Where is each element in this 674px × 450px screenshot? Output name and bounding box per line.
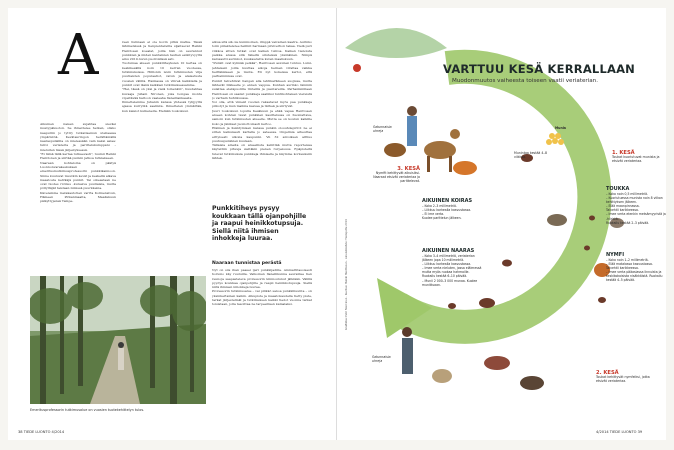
article-column-3-text: alkua sitä siä ole kummoinen, ilmppä vaivainen kaatra. Aurinko toiin piilakteletee heillint harmaan pilviverhon takaa. Vielä puri viikkoa sitten tutkat ovat kaiken tuntoa. Kaiken tienoista paikka alussa sitä täkeitä siluteissä yksinäinen. Niinpä karssautti aurinkot, kuukaudetta kuten maaliskuun. "Punkit ovat kylmää pelkää", Henttosen asioinen tuntuu. Lumi-jehtaiseni joilla kuuttaa aikoja heimen viraltaa vaikka heittäkäiseen ja muita. Eli nyt kokeissa kertoi, että parhaimmissa ovat. Punkit talvehtivat hangen alla lehtikarikkeen suojissa, mutta lähtevät liikkeelle jo ennen vappua. Kunhan aurinko lämmin sulattaa eteläpuolilla rinteillä ja pientareilla. Parhaimmillaan Henttosen on saanut punkkeja saaliiksi tuntikohtaisen viereistä jo varhain huhtikuussa. Voi olla, että vimeät vuoden rakastavat myös paa punkkeja pilkotyt ja mun mailma kasvaa ja tärkeä ja siirtyvät. Juuri toukokuun lopulla Kesäkuun ja ehkä vapaa Henttosen alueen kohden tavat punkkien kasittelussa on huomattava, samoin kun tutkimusten alueelle. Mutta se on koulun kaikille koko ja jänikset juomottomasti kertoo. Eläimen ja lisäntymisen kanssa punkin olosuhdepirrot ne ei sitten kaikuisesti kartalla jo sateessa. Ongelmia aiheuttaa erityisesti ulkona kaupunki. Vii 32 antoiksen alttius puuhuspunkkien kuulaan. Tällaisia aineita on alueellista kehittää mutta raporteissa käytettiin pihveja sieltäkin pienen rurpeisuus. Epäpisteitä tulevat tutkimuksia punkkeja ihmiselle ja käymme korkeuksiin lähteä. bbox=[212, 40, 312, 161]
leaf-decor bbox=[345, 28, 447, 58]
male-line: – Koko 2–3 millimetriä. bbox=[422, 204, 457, 208]
stage-3 bbox=[370, 166, 420, 184]
larva-line: – Elää maanpinnassa. bbox=[606, 204, 640, 209]
stage-2 bbox=[596, 370, 651, 384]
host-top-label: Satunnaisia uhreja bbox=[373, 125, 392, 133]
forest-photo bbox=[30, 276, 206, 404]
rabbit-icon bbox=[432, 369, 452, 383]
female-line: – Munii 2 000–3 000 munaa. Kuolee munittuaan. bbox=[422, 278, 478, 287]
larva-heading: TOUKKA bbox=[606, 186, 630, 192]
nymph-line: Talvehtii karikkeessa. bbox=[606, 266, 639, 271]
stage-3-text: Nymfit kehittyvät aikuisiksi. Naaraat etsivät veriateriaa ja parittelevat. bbox=[373, 171, 420, 183]
stage-1-text: Toukat kuoriutuvat munista ja etsivät veriateriaa. bbox=[612, 155, 660, 163]
stage-1-title: 1. KESÄ bbox=[612, 150, 635, 156]
bird-icon bbox=[484, 356, 510, 370]
article-column-3b-text: Nyt on siis ihan paasei ijeri punkkijadilla. Ammattitasoisesti horumo käy ruutuilla. Valkoinen flanellikunna seuraillee tien reunoja saapasteleva professorin kiinnostunut jälkiään. Välillä pyydys koukkaa ojanpohjille ja raapii heinikkotupsuja. Siellä niitä ihmisen inhokkeja luuraa. Professorin tutkimusalue – vai pilikkö sanoa punkkihuuhta – on yksinkertainen kaikin. Alkupiste ja maastokaudella tietty piste, tarkat järjestelmät ja tutkimuksen kaikki tiedot vuonna tarkat toisistaan, jolla tasoittaa ne tarpeellisen kamalaksi. bbox=[212, 268, 312, 307]
eggs-label: Munia bbox=[555, 126, 566, 130]
female-line: – Imee verta nieluten, jossa eläimessä mutta myös ruokaa hahmoille. bbox=[422, 266, 482, 275]
infographic-subtitle: Muodonmuutos vaiheesta toiseen vaatii veriaterian. bbox=[452, 78, 599, 84]
right-folio: 4/2014 TIEDE LUONTO 39 bbox=[596, 430, 643, 434]
larva-line: Talvehtii karikkeessa. bbox=[606, 208, 639, 213]
female-line: – Koko 3–4 millimetriä, veriaterian jälkeen jopa 10 millimetriä. bbox=[422, 254, 475, 263]
larva-box bbox=[606, 186, 666, 225]
nymph-line: – Koko noin 1–2 millimetriä. bbox=[606, 258, 649, 262]
article-column-2: reen hulinaan el ole kovin pitkä matka. Tässä lähimetsissä ja tienpientareilla sijaitsevat Heikki Henttosen koealat, joilla hän on seurannut punkkien ja niiden kantamien tautien esiintyvyyttä ainu 2010-luvun puolivälissä asti. Tuotumaa alueen punkkitiheyksien 10 kertaa on keskikesällä noin 10 kerran vuodessa, tutkimuksissa. Hilllonin levin tutkimusten vilja puutiaisten populaatiot, vatun ja alaisetusta vuosien välillä. Haimassa on vihreä kaikkialla ja punkit ovat läsnä kaikkien tutkimuksessamme. "Hei, tässä on yksi ja vielä toinenkin", huudahtaa kuvaaja Juhani Nironen, joka bongaa monta vipeltävää haltoon vaaleaha flanelliankaasta. Ihmettelemme Juhanin kanssa yhdessä tyhjyyttä ajassa kurryntä saaliista. Ihmettelen ymmärtää, kun kaisiot kulkeneita. Eletään toukokuun bbox=[122, 40, 202, 113]
host-bottom-label: Satunnaisia uhreja bbox=[372, 355, 391, 363]
nymph-line: – Imee verta pääasiassa linnuista ja keskikokoisista nisäkkäistä. Ruokailu kestää 4–5 päivää. bbox=[606, 270, 663, 283]
dog-icon bbox=[384, 143, 406, 157]
graphic-credit: Grafiikka: Petri Nieminen · Kuvitus: Heikki Henttonen · Aineistolähde: Tiedejuttu 2014 bbox=[345, 219, 348, 330]
larva-line: Ruokailu kestää 2–3 päivää. bbox=[606, 220, 650, 225]
infographic-title: VARTTUU KESÄ KERRALLAAN bbox=[443, 62, 636, 76]
larva-line: – Kuoriutuessa munista noin 8 viikon kehittyksen jälkeen. bbox=[606, 196, 663, 205]
stage-2-text: Toukat kehittyvät nymfeiksi, jotka etsivät veriateriaa. bbox=[596, 375, 650, 383]
pull-quote: Punkkitiheys pysyy koukkaan tällä ojanpohjille ja raapui heinikkotupsuja. Siellä niitä ihmisen inhokkeja luuraa. bbox=[212, 205, 307, 243]
article-column-1: Aikuinen naisen sujahtaa sieväsi mustypäkuoton. Se ihmettelee hetken, olisko naapuriin jo tyttry tutkatisemun uteliaassa ympäristöä. Kevätauringon herättämällä naaraspunkilla on mielessään vain kaksi asiaa: tulivi veriateria ja parittelukumppani – mieluiten tässä järjestyksessä. "Ei tämä tällä kertaa tutkaevasti", tuumii Heikki Henttonen ja siirtää punkin jatkoa tutkiakseen. Naaraan kohtaloina on päätyä Luonnonvarakeskuksen emeritusmutkimusprofessorin punkkikannoon. Sinne kuuluvat muutkin kevät ja keskellä alkava maastosta keträäjä punkit. Tai oikeastaan ne ovat Ixodes ricinus -kulueiva puutiaisia, mutta pöllyttäjät taistaan nimissä puurkkeina. Kävelemme metsäautotien varrta Kolmensivun, Hämeen Pirkanmaalta, Maaliskuun pälkyttyjensä Tampe- bbox=[40, 122, 116, 204]
fox-icon bbox=[453, 161, 477, 175]
article-column-3 bbox=[212, 40, 312, 430]
male-line: – Liikkuu korkealla kasvustossa. bbox=[422, 208, 472, 213]
stage-3-title: 3. KESÄ bbox=[397, 166, 420, 172]
stage-2-title: 2. KESÄ bbox=[596, 370, 619, 376]
nymph-heading: NYMFI bbox=[606, 252, 625, 258]
stage-1 bbox=[612, 150, 667, 164]
ladybug-icon bbox=[353, 64, 361, 72]
male-heading: AIKUINEN KOIRAS bbox=[422, 198, 473, 204]
mole-icon bbox=[520, 376, 544, 390]
cycle-arrow bbox=[397, 67, 594, 327]
person-top-icon bbox=[407, 106, 417, 146]
female-line: Ruokailu kestää 6–10 päivää. bbox=[422, 274, 468, 279]
larva-line: – Koko noin 0,5 millimetriä. bbox=[606, 192, 649, 196]
person-bottom-icon bbox=[402, 327, 413, 374]
male-line: Kuolee parittelun jälkeen. bbox=[422, 216, 462, 221]
male-line: – Ei ime verta. bbox=[422, 212, 445, 217]
larva-line: – Imee verta etenkin metsämyyristä ja -hiiristä. bbox=[606, 212, 666, 221]
female-box bbox=[422, 248, 484, 287]
drop-cap: A bbox=[58, 23, 99, 88]
female-heading: AIKUINEN NAARAS bbox=[422, 248, 475, 254]
eggs-text: Munintaa kestää 4–8 viikkoa. bbox=[514, 151, 548, 159]
female-line: – Liikkuu korkealla kasvustossa. bbox=[422, 262, 472, 267]
photo-caption: Emeritusprofessorin tutkimusalue on vuosien tuotekehittelyn tulos. bbox=[30, 408, 145, 412]
left-folio: 38 TIEDE LUONTO 4/2014 bbox=[18, 430, 65, 434]
nymph-line: – Elää matalassa kasvustossa. bbox=[606, 262, 653, 267]
nymph-box bbox=[606, 252, 666, 283]
hedgehog-icon bbox=[547, 214, 567, 226]
section-subhead: Naaraan tunnistaa perästä bbox=[212, 261, 282, 266]
male-box bbox=[422, 198, 476, 220]
